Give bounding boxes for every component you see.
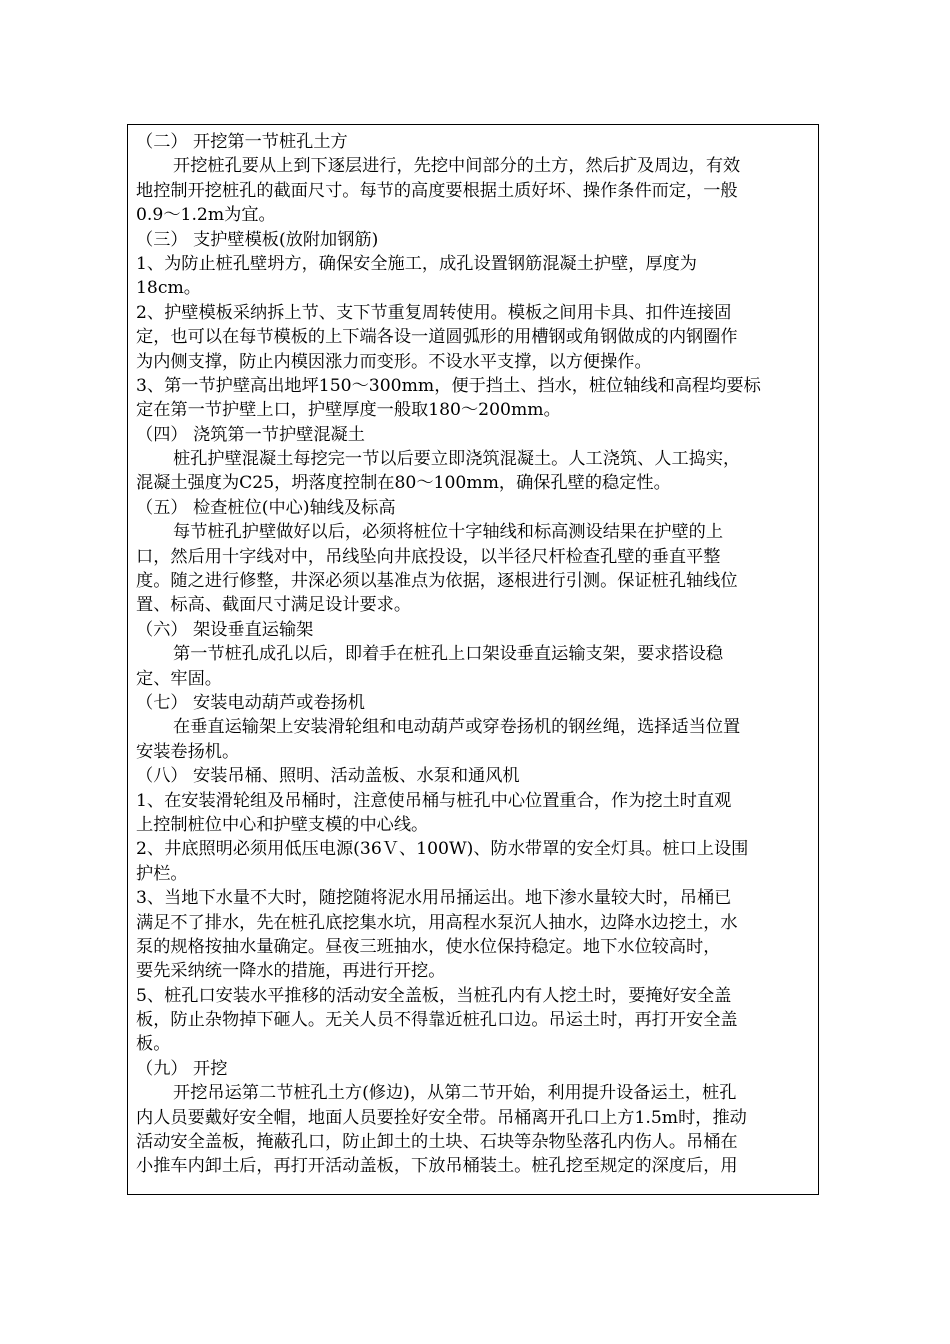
text-line: 3、当地下水量不大时，随挖随将泥水用吊捅运出。地下渗水量较大时，吊桶已 [136, 888, 732, 909]
text-line: 口，然后用十字线对中，吊线坠向井底投设，以半径尺杆检查孔壁的垂直平整 [136, 546, 721, 567]
text-line: （二） 开挖第一节桩孔土方 [136, 132, 348, 152]
text-line: 板。 [136, 1034, 171, 1055]
text-line: 内人员要戴好安全帽，地面人员要拴好安全带。吊桶离开孔口上方1.5m时，推动 [136, 1107, 747, 1128]
text-line: 3、第一节护壁高出地坪150～300mm，便于挡土、挡水，桩位轴线和高程均要标 [136, 375, 761, 396]
paragraph-first-line: 第一节桩孔成孔以后，即着手在桩孔上口架设垂直运输支架，要求搭设稳 [173, 644, 724, 665]
text-line: （五） 检查桩位(中心)轴线及标高 [136, 497, 396, 518]
text-line: 定，也可以在每节模板的上下端各设一道圆弧形的用槽钢或角钢做成的内钢圈作 [136, 327, 738, 348]
paragraph-first-line: 在垂直运输架上安装滑轮组和电动葫芦或穿卷扬机的钢丝绳，选择适当位置 [173, 717, 741, 738]
paragraph-first-line: 开挖桩孔要从上到下逐层进行，先挖中间部分的土方，然后扩及周边，有效 [173, 156, 741, 177]
text-line: 活动安全盖板，掩蔽孔口，防止卸土的土块、石块等杂物坠落孔内伤人。吊桶在 [136, 1132, 738, 1153]
text-line: 混凝土强度为C25，坍落度控制在80～100mm，确保孔壁的稳定性。 [136, 473, 671, 494]
text-line: 护栏。 [136, 863, 188, 884]
paragraph-first-line: 桩孔护壁混凝土每挖完一节以后要立即浇筑混凝土。人工浇筑、人工捣实， [173, 449, 741, 470]
text-line: （三） 支护壁模板(放附加钢筋) [136, 229, 379, 250]
text-line: 安装卷扬机。 [136, 741, 240, 762]
text-line: （七） 安装电动葫芦或卷扬机 [136, 692, 365, 713]
text-line: 小推车内卸土后，再打开活动盖板，下放吊桶装土。桩孔挖至规定的深度后，用 [136, 1156, 738, 1177]
text-line: 1、在安装滑轮组及吊桶时，注意使吊桶与桩孔中心位置重合，作为挖土时直观 [136, 790, 732, 811]
text-line: 地控制开挖桩孔的截面尺寸。每节的高度要根据土质好坏、操作条件而定，一般 [136, 180, 738, 201]
document-body [136, 130, 812, 1179]
text-line: 定、牢固。 [136, 668, 222, 689]
text-line: 度。随之进行修整，井深必须以基准点为依据，逐根进行引测。保证桩孔轴线位 [136, 571, 738, 592]
text-line: 要先采纳统一降水的措施，再进行开挖。 [136, 961, 446, 982]
text-line: 泵的规格按抽水量确定。昼夜三班抽水，使水位保持稳定。地下水位较高时， [136, 936, 721, 957]
text-line: 2、护壁模板采纳拆上节、支下节重复周转使用。模板之间用卡具、扣件连接固 [136, 302, 732, 323]
text-line: 板，防止杂物掉下砸人。无关人员不得靠近桩孔口边。吊运土时，再打开安全盖 [136, 1010, 738, 1031]
text-line: （四） 浇筑第一节护壁混凝土 [136, 424, 365, 445]
text-line: 5、桩孔口安装水平推移的活动安全盖板，当桩孔内有人挖土时，要掩好安全盖 [136, 985, 732, 1006]
text-line: （八） 安装吊桶、照明、活动盖板、水泵和通风机 [136, 766, 520, 787]
text-line: 满足不了排水，先在桩孔底挖集水坑，用高程水泵沉人抽水，边降水边挖土，水 [136, 912, 738, 933]
text-line: 上控制桩位中心和护壁支模的中心线。 [136, 814, 429, 835]
text-line: 18cm。 [136, 278, 201, 299]
text-line: 定在第一节护壁上口，护壁厚度一般取180～200mm。 [136, 400, 561, 421]
text-line: （九） 开挖 [136, 1058, 228, 1079]
text-line: 2、井底照明必须用低压电源(36Ｖ、100W)、防水带罩的安全灯具。桩口上设围 [136, 839, 749, 860]
text-line: 0.9～1.2m为宜。 [136, 205, 276, 226]
text-line: 置、标高、截面尺寸满足设计要求。 [136, 595, 412, 616]
document-table-cell [127, 124, 819, 1195]
text-line: 为内侧支撑，防止内模因涨力而变形。不设水平支撑，以方便操作。 [136, 351, 652, 372]
text-line: 1、为防止桩孔壁坍方，确保安全施工，成孔设置钢筋混凝土护壁，厚度为 [136, 253, 697, 274]
text-line: （六） 架设垂直运输架 [136, 619, 314, 640]
paragraph-first-line: 开挖吊运第二节桩孔土方(修边)，从第二节开始，利用提升设备运土，桩孔 [173, 1083, 737, 1104]
paragraph-first-line: 每节桩孔护壁做好以后，必须将桩位十字轴线和标高测设结果在护壁的上 [173, 522, 724, 543]
